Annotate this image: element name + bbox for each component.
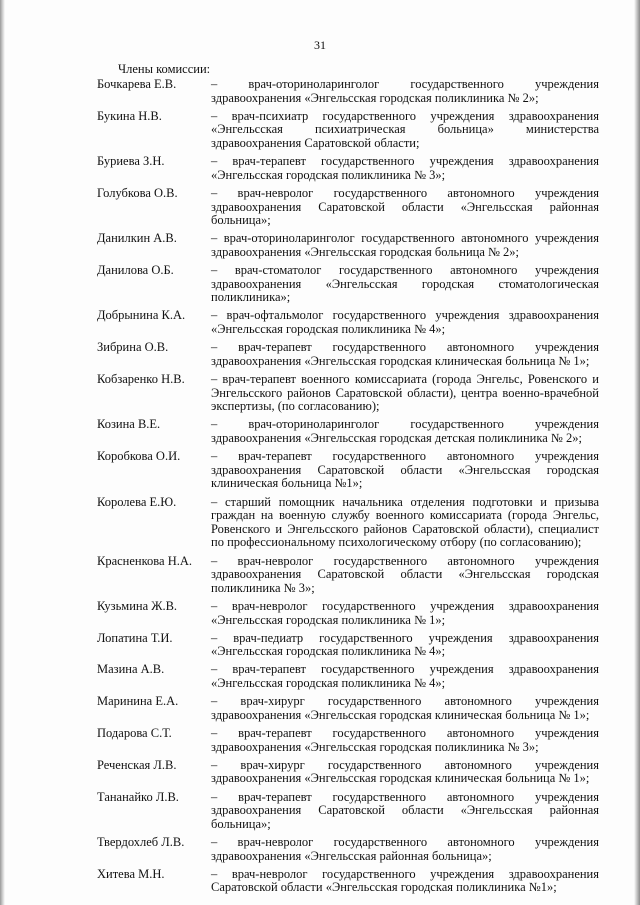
member-entry [97,418,599,445]
member-role: – врач-невролог государственного учреждения здравоохранения «Энгельсская городская поликлиника № 1»; [211,598,599,627]
member-entry [97,496,599,550]
member-entry [97,341,599,368]
member-name: Коробкова О.И. [97,449,181,464]
member-entry [97,727,599,754]
member-role: – врач-терапевт государственного автономного учреждения здравоохранения «Энгельсская городская поликлиника № 3»; [211,726,599,754]
member-entry [97,309,599,336]
member-entry [97,836,599,863]
member-name: Данилкин А.В. [97,231,177,246]
scan-edge-right [634,0,640,905]
member-entry [97,600,599,627]
member-name: Буриева З.Н. [97,154,165,169]
member-role: – врач-педиатр государственного учреждения здравоохранения «Энгельсская городская поликлиника № 4»; [211,630,599,659]
member-name: Твердохлеб Л.В. [97,834,185,849]
member-role: – старший помощник начальника отделения подготовки и призыва граждан на военную службу военного комиссариата (города Энгельс, Ровенского и Энгельсского районов Саратовской области), специалист по профессиональному психологическому отбору (по согласованию); [211,494,599,550]
member-role: – врач-терапевт государственного учреждения здравоохранения «Энгельсская городская поликлиника № 3»; [211,154,599,182]
member-name: Красненкова Н.А. [97,553,193,568]
member-entry [97,187,599,228]
member-name: Реченская Л.В. [97,757,177,772]
member-name: Хитева М.Н. [97,866,165,881]
member-role: – врач-невролог государственного автономного учреждения здравоохранения «Энгельсская районная больница»; [211,834,599,863]
member-entry [97,110,599,151]
member-entry [97,78,599,105]
member-name: Кузьмина Ж.В. [97,598,178,613]
member-name: Подарова С.Т. [97,726,172,741]
member-name: Данилова О.Б. [97,263,174,278]
member-name: Добрынина К.А. [97,308,186,323]
member-entry [97,555,599,596]
member-role: – врач-оториноларинголог государственного учреждения здравоохранения «Энгельсская городская поликлиника № 2»; [211,77,599,105]
member-name: Кобзаренко Н.В. [97,372,185,387]
member-role: – врач-невролог государственного автономного учреждения здравоохранения Саратовской области «Энгельсская районная больница»; [211,185,599,228]
member-entry [97,373,599,414]
member-entry [97,759,599,786]
member-role: – врач-невролог государственного учреждения здравоохранения Саратовской области «Энгельсская городская поликлиника №1»; [211,866,599,895]
member-name: Зибрина О.В. [97,340,169,355]
member-role: – врач-хирург государственного автономного учреждения здравоохранения «Энгельсская городская клиническая больница № 1»; [211,694,599,722]
member-name: Голубкова О.В. [97,185,178,200]
member-role: – врач-терапевт государственного учреждения здравоохранения «Энгельсская городская поликлиника № 4»; [211,662,599,691]
member-entry [97,695,599,722]
member-entry [97,632,599,659]
member-role: – врач-оториноларинголог государственного автономного учреждения здравоохранения «Энгельсская городская больница № 2»; [211,231,599,259]
member-role: – врач-офтальмолог государственного учреждения здравоохранения «Энгельсская городская поликлиника № 4»; [211,308,599,337]
member-entry [97,791,599,832]
scan-edge-left [0,0,5,905]
member-name: Бочкарева Е.В. [97,77,177,91]
member-name: Мазина А.В. [97,662,165,677]
members-list [97,78,599,900]
commission-members-heading: Члены комиссии: [118,62,211,76]
member-entry [97,868,599,895]
member-name: Лопатина Т.И. [97,630,173,645]
member-role: – врач-терапевт государственного автономного учреждения здравоохранения Саратовской области «Энгельсская городская клиническая больница №1»; [211,449,599,491]
member-name: Тананайко Л.В. [97,789,179,804]
member-entry [97,232,599,259]
member-role: – врач-стоматолог государственного автономного учреждения здравоохранения «Энгельсская городская стоматологическая поликлиника»; [211,263,599,305]
member-name: Маринина Е.А. [97,694,179,709]
member-role: – врач-хирург государственного автономного учреждения здравоохранения «Энгельсская городская клиническая больница № 1»; [211,757,599,786]
member-role: – врач-невролог государственного автономного учреждения здравоохранения Саратовской области «Энгельсская городская поликлиника № 3»; [211,553,599,595]
member-name: Королева Е.Ю. [97,494,177,509]
member-role: – врач-терапевт военного комиссариата (города Энгельс, Ровенского и Энгельсского районов Саратовской области), центра военно-врачебной экспертизы, (по согласованию); [211,372,599,414]
member-role: – врач-психиатр государственного учреждения здравоохранения «Энгельсская психиатрическая больница» министерства здравоохранения Саратовской области; [211,108,599,150]
member-role: – врач-терапевт государственного автономного учреждения здравоохранения «Энгельсская городская клиническая больница № 1»; [211,340,599,368]
member-entry [97,264,599,305]
member-entry [97,663,599,690]
member-name: Козина В.Е. [97,417,161,432]
member-role: – врач-терапевт государственного автономного учреждения здравоохранения Саратовской области «Энгельсская районная больница»; [211,789,599,831]
member-entry [97,155,599,182]
member-entry [97,450,599,491]
member-name: Букина Н.В. [97,108,162,123]
page-number: 31 [314,38,326,52]
member-role: – врач-оториноларинголог государственного учреждения здравоохранения «Энгельсская городская детская поликлиника № 2»; [211,417,599,445]
